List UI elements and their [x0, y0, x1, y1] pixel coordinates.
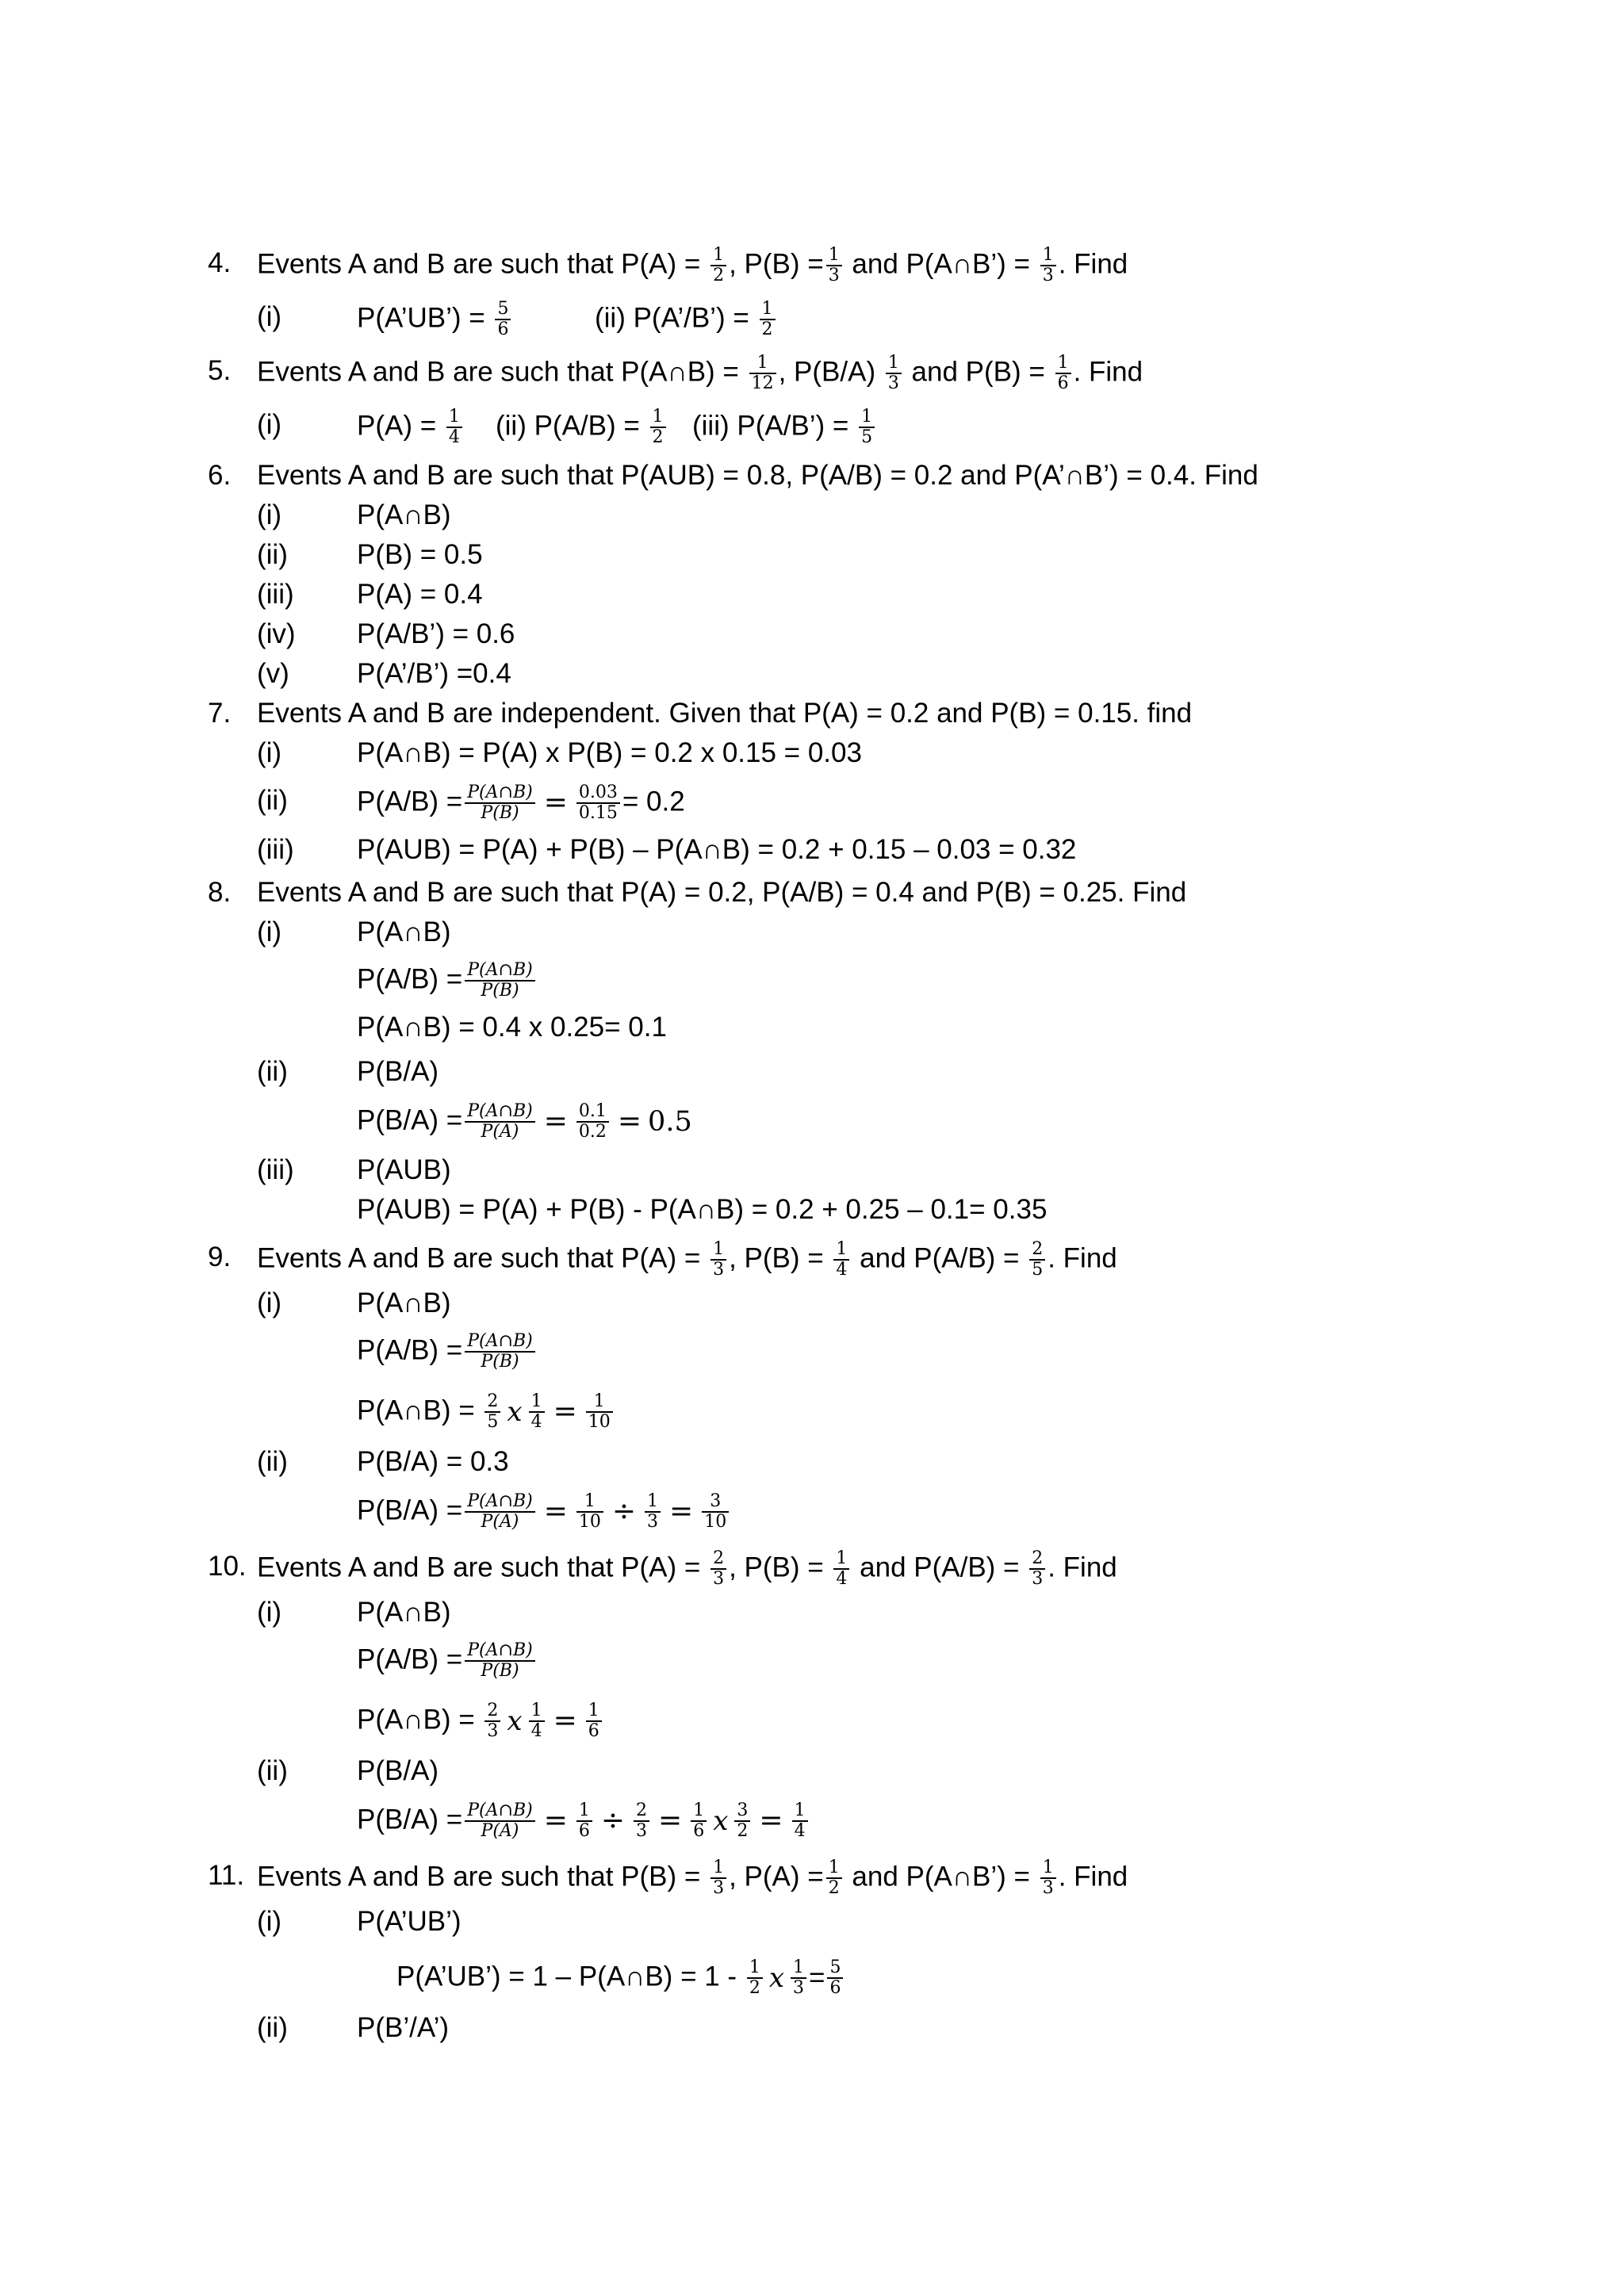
q5-part-iii: (iii) P(A/B’) = $\frac{1}{5}$: [692, 408, 877, 447]
fraction: $\frac{5}{6}$: [495, 300, 511, 339]
part-label: (iii): [257, 579, 294, 610]
fraction: $\frac{1}{6}$: [576, 1801, 592, 1841]
fraction: $\frac{1}{3}$: [886, 354, 902, 393]
fraction: $\frac{5}{6}$: [827, 1958, 843, 1998]
fraction: $\frac{1}{4}$: [833, 1240, 849, 1280]
part-text: P(A’UB’): [357, 1906, 462, 1937]
part-text: P(A∩B) = P(A) x P(B) = 0.2 x 0.15 = 0.03: [357, 737, 862, 768]
fraction: $\frac{1}{4}$: [446, 408, 462, 447]
part-label: (i): [257, 737, 282, 768]
part-label: (iii): [257, 834, 294, 865]
question-number: 6.: [208, 460, 232, 491]
question-text: Events A and B are such that P(AUB) = 0.8, P(A/B) = 0.2 and P(A’∩B’) = 0.4. Find: [257, 460, 1258, 491]
fraction: $\frac{1}{4}$: [529, 1701, 545, 1741]
part-text: P(A’/B’) =0.4: [357, 658, 511, 689]
part-text: P(B/A) = 0.3: [357, 1446, 509, 1477]
part-text: P(A∩B): [357, 499, 451, 530]
fraction: $\frac{1}{3}$: [710, 1240, 726, 1280]
fraction: $\frac{1}{4}$: [792, 1801, 808, 1841]
q4-part-ii: (ii) P(A’/B’) = $\frac{1}{2}$: [595, 300, 778, 339]
part-text: P(A) = 0.4: [357, 579, 483, 610]
fraction: $\frac{1}{6}$: [586, 1701, 602, 1741]
fraction: $\frac{1}{3}$: [645, 1492, 661, 1532]
fraction: $\frac{1}{6}$: [691, 1801, 707, 1841]
part-text: P(B/A): [357, 1755, 439, 1786]
question-number: 10.: [208, 1551, 247, 1582]
fraction: $\frac{1}{10}$: [586, 1392, 613, 1432]
question-text: Events A and B are independent. Given that P(A) = 0.2 and P(B) = 0.15. find: [257, 698, 1193, 729]
question-text: Events A and B are such that P(A∩B) = $\frac{1}{12}$ , P(B/A) $\frac{1}{3}$ and P(B) = $\frac{1}{6}$ . Find: [257, 353, 1143, 393]
fraction: $\frac{P(A\cap B)}{P(A)}$: [465, 1102, 534, 1142]
q5-part-ii: (ii) P(A/B) = $\frac{1}{2}$: [496, 408, 668, 447]
document-page: 4. Events A and B are such that P(A) = $\frac{1}{2}$ , P(B) = $\frac{1}{3}$ and P(A∩B’) = $\frac{1}{3}$ . Find (i) P(A’UB’) = $\frac{5}{6}$ (ii) P(A’/B’) = $\frac{1}{2}$ 5. Events A and B are such that P(A∩B) = $\frac{1}{12}$ , P(B/A) $\frac{1}{3}$ and P(B) = $\frac{1}{6}$ . Find (i) P(A) = $\frac{1}{4}$ (ii) P(A/B) = $\frac{1}{2}$ (iii) P(A/B’) = $\frac{1}{5}$ 6. Events A and B are such that P(AUB) = 0.8, P(A/B) = 0.2 and P(A’∩B’) = 0.4. Find (i) P(A∩B) (ii) P(B) = 0.5 (iii) P(A) = 0.4 (iv) P(A/B’) = 0.6 (v) P(A’/B’) =0.4 7. Events A and B are independent. Given that P(A) = 0.2 and P(B) = 0.15. find (i) P(A∩B) = P(A) x P(B) = 0.2 x 0.15 = 0.03 (ii) P(A/B) = $\frac{P(A\cap B)}{P(B)}$ = $\frac{0.03}{0.15}$ = 0.2 (iii) P(AUB) = P(A) + P(B) – P(A∩B) = 0.2 + 0.15 – 0.03 = 0.32 8. Events A and B are such that P(A) = 0.2, P(A/B) = 0.4 and P(B) = 0.25. Find (i) P(A∩B) P(A/B) = $\frac{P(A\cap B)}{P(B)}$ P(A∩B) = 0.4 x 0.25= 0.1 (ii) P(B/A) P(B/A) = $\frac{P(A\cap B)}{P(A)}$ = $\frac{0.1}{0.2}$ = 0.5 (iii) P(AUB) P(AUB) = P(A) + P(B) - P(A∩B) = 0.2 + 0.25 – 0.1= 0.35 9. Events A and B are such that P(A) = $\frac{1}{3}$ , P(B) = $\frac{1}{4}$ and P(A/B) = $\frac{2}{5}$ . Find (i) P(A∩B) P(A/B) = $\frac{P(A\cap B)}{P(B)}$ P(A∩B) = $\frac{2}{5}$ x $\frac{1}{4}$ = $\frac{1}{10}$ (ii) P(B/A) = 0.3 P(B/A) = $\frac{P(A\cap B)}{P(A)}$ = $\frac{1}{10}$ ÷ $\frac{1}{3}$ = $\frac{3}{10}$ 10. Events A and B are such that P(A) = $\frac{2}{3}$ , P(B) = $\frac{1}{4}$ and P(A/B) = $\frac{2}{3}$ . Find (i) P(A∩B) P(A/B) = $\frac{P(A\cap B)}{P(B)}$ P(A∩B) = $\frac{2}{3}$ x $\frac{1}{4}$ = $\frac{1}{6}$ (ii) P(B/A) P(B/A) = $\frac{P(A\cap B)}{P(A)}$ = $\frac{1}{6}$ ÷ $\frac{2}{3}$ = $\frac{1}{6}$ x $\frac{3}{2}$ = $\frac{1}{4}$ 11. Events A and B are such that P(B) = $\frac{1}{3}$ , P(A) = $\frac{1}{2}$ and P(A∩B’) = $\frac{1}{3}$ . Find (i) P(A’UB’) P(A’UB’) = 1 – P(A∩B) = 1 - $\frac{1}{2}$ x $\frac{1}{3}$ = $\frac{5}{6}$ (ii) P(B’/A’): [0, 0, 1624, 2296]
fraction: $\frac{1}{4}$: [833, 1549, 849, 1589]
fraction: $\frac{1}{12}$: [749, 354, 776, 393]
part-label: (v): [257, 658, 289, 689]
fraction: $\frac{1}{3}$: [791, 1958, 806, 1998]
part-text: P(A∩B): [357, 916, 451, 947]
question-number: 5.: [208, 355, 232, 386]
question-text: Events A and B are such that P(B) = $\frac{1}{3}$ , P(A) = $\frac{1}{2}$ and P(A∩B’) = $\frac{1}{3}$ . Find: [257, 1858, 1128, 1898]
part-label: (iv): [257, 618, 296, 649]
fraction: $\frac{P(A\cap B)}{P(B)}$: [465, 1332, 534, 1372]
part-label: (ii): [257, 539, 288, 570]
fraction: $\frac{1}{10}$: [576, 1492, 603, 1532]
fraction: $\frac{2}{3}$: [634, 1801, 649, 1841]
part-label: (i): [257, 1597, 282, 1628]
part-label: (i): [257, 301, 282, 332]
fraction: $\frac{1}{2}$: [747, 1958, 763, 1998]
part-label: (i): [257, 499, 282, 530]
fraction: $\frac{1}{3}$: [1040, 1858, 1056, 1898]
fraction: $\frac{1}{5}$: [859, 408, 875, 447]
part-label: (ii): [257, 1056, 288, 1087]
fraction: $\frac{P(A\cap B)}{P(B)}$: [465, 1641, 534, 1681]
fraction: $\frac{0.1}{0.2}$: [576, 1102, 609, 1142]
part-label: (i): [257, 1906, 282, 1937]
part-label: (ii): [257, 2012, 288, 2043]
part-text: P(A’UB’) = $\frac{5}{6}$: [357, 300, 513, 339]
part-text: P(A∩B): [357, 1597, 451, 1628]
part-label: (ii): [257, 785, 288, 816]
part-label: (ii): [257, 1755, 288, 1786]
part-text: P(AUB): [357, 1154, 451, 1185]
fraction: $\frac{1}{2}$: [826, 1858, 842, 1898]
fraction: $\frac{1}{6}$: [1055, 354, 1071, 393]
fraction: $\frac{1}{4}$: [529, 1392, 545, 1432]
fraction: $\frac{1}{3}$: [710, 1858, 726, 1898]
question-number: 9.: [208, 1242, 232, 1272]
fraction: $\frac{2}{5}$: [485, 1392, 500, 1432]
fraction: $\frac{2}{3}$: [1029, 1549, 1045, 1589]
part-text: P(A/B) = $\frac{P(A\cap B)}{P(B)}$ = $\frac{0.03}{0.15}$ = 0.2: [357, 783, 685, 823]
question-number: 7.: [208, 698, 232, 729]
fraction: $\frac{2}{3}$: [710, 1549, 726, 1589]
question-text: Events A and B are such that P(A) = $\frac{1}{3}$ , P(B) = $\frac{1}{4}$ and P(A/B) = $\frac{2}{5}$ . Find: [257, 1239, 1117, 1280]
fraction: $\frac{1}{3}$: [1040, 246, 1056, 285]
fraction: $\frac{1}{2}$: [710, 246, 726, 285]
fraction: $\frac{1}{2}$: [760, 300, 776, 339]
fraction: $\frac{1}{3}$: [826, 246, 842, 285]
part-label: (i): [257, 1288, 282, 1318]
question-number: 8.: [208, 877, 232, 908]
fraction: $\frac{0.03}{0.15}$: [576, 783, 620, 823]
part-text: P(A∩B): [357, 1288, 451, 1318]
fraction: $\frac{P(A\cap B)}{P(B)}$: [465, 783, 534, 823]
fraction: $\frac{1}{2}$: [650, 408, 666, 447]
question-number: 4.: [208, 247, 232, 278]
part-label: (i): [257, 409, 282, 440]
fraction: $\frac{2}{3}$: [485, 1701, 500, 1741]
q5-part-i: P(A) = $\frac{1}{4}$: [357, 408, 465, 447]
part-text: P(AUB) = P(A) + P(B) – P(A∩B) = 0.2 + 0.15 – 0.03 = 0.32: [357, 834, 1077, 865]
fraction: $\frac{P(A\cap B)}{P(B)}$: [465, 961, 534, 1001]
question-text: Events A and B are such that P(A) = 0.2, P(A/B) = 0.4 and P(B) = 0.25. Find: [257, 877, 1187, 908]
fraction: $\frac{P(A\cap B)}{P(A)}$: [465, 1801, 534, 1841]
part-text: P(A/B’) = 0.6: [357, 618, 515, 649]
fraction: $\frac{3}{10}$: [702, 1492, 729, 1532]
part-label: (ii): [257, 1446, 288, 1477]
question-text: Events A and B are such that P(A) = $\frac{2}{3}$ , P(B) = $\frac{1}{4}$ and P(A/B) = $\frac{2}{3}$ . Find: [257, 1548, 1117, 1589]
fraction: $\frac{P(A\cap B)}{P(A)}$: [465, 1492, 534, 1532]
part-text: P(B/A): [357, 1056, 439, 1087]
part-label: (i): [257, 916, 282, 947]
part-label: (iii): [257, 1154, 294, 1185]
fraction: $\frac{3}{2}$: [734, 1801, 750, 1841]
question-number: 11.: [208, 1860, 245, 1891]
part-text: P(B) = 0.5: [357, 539, 483, 570]
fraction: $\frac{2}{5}$: [1029, 1240, 1045, 1280]
part-text: P(B’/A’): [357, 2012, 450, 2043]
question-text: Events A and B are such that P(A) = $\frac{1}{2}$ , P(B) = $\frac{1}{3}$ and P(A∩B’) = $\frac{1}{3}$ . Find: [257, 245, 1128, 285]
